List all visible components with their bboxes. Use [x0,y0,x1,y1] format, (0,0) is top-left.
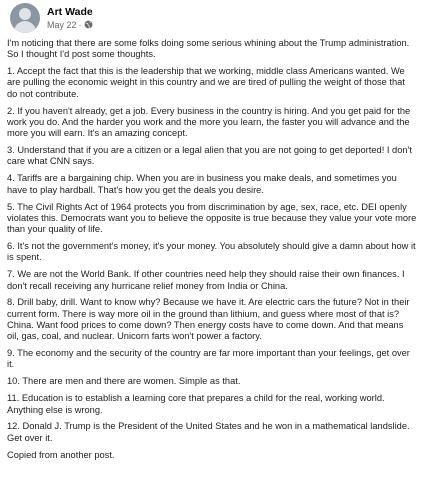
post-paragraph: Copied from another post. [7,449,115,460]
post-meta [47,6,93,31]
post-body [7,38,417,467]
avatar[interactable] [10,3,40,33]
post-header [10,1,93,35]
post-paragraph: 8. Drill baby, drill. Want to know why? Because we have it. Are electric cars the future? Not in their current form. There is way more oil in the ground than lithium, and guess where most of that is? China. Want food prices to come down? Then energy costs have to come down. And that means oil, gas, coal, and nuclear. Unicorn farts won't power a factory. [7,297,410,342]
separator-dot: · [78,19,82,30]
post-paragraph: I'm noticing that there are some folks doing some serious whining about the Trump administration. So I thought I'd post some thoughts. [7,38,410,60]
post-paragraph: 12. Donald J. Trump is the President of the United States and he won in a mathematical landslide. Get over it. [7,421,410,443]
post-paragraph: 1. Accept the fact that this is the leadership that we working, middle class Americans wanted. We are pulling the economic weight in this country and we are tired of pulling the weight of those that do not contribute. [7,66,405,99]
post-paragraph: 2. If you haven't already, get a job. Every business in the country is hiring. And you get paid for the work you do. And the harder you work and the more you learn, the faster you will advance and the more you will earn. It's an amazing concept. [7,105,411,139]
post-date[interactable]: May 22 [47,19,77,30]
post-paragraph: 11. Education is to establish a learning core that prepares a child for the real, working world. Anything else is wrong. [7,393,385,415]
post-paragraph: 9. The economy and the security of the country are far more important than your feelings, get over it. [7,348,410,370]
globe-icon[interactable] [84,20,93,29]
post-date-row [47,19,93,31]
post-paragraph: 10. There are men and there are women. Simple as that. [7,376,241,387]
avatar-head-shape [19,8,31,20]
post-paragraph: 6. It's not the government's money, it's your money. You absolutely should give a damn about how it is spent. [7,241,416,263]
post-paragraph: 3. Understand that if you are a citizen or a legal alien that you are not going to get deported! I don't care what CNN says. [7,145,412,167]
author-name[interactable]: Art Wade [47,5,93,18]
post-paragraph: 5. The Civil Rights Act of 1964 protects you from discrimination by age, sex, race, etc. DEI openly violates this. Democrats want you to believe the opposite is true because they value your vote more than your quality of life. [7,201,417,235]
post-paragraph: 7. We are not the World Bank. If other countries need help they should raise their own finances. I don't recall receiving any hurricane relief money from India or China. [7,269,405,291]
post-paragraph: 4. Tariffs are a bargaining chip. When you are in business you make deals, and sometimes you have to play hardball. That's how you get the deals you desire. [7,173,397,195]
avatar-shoulders-shape [14,21,36,33]
